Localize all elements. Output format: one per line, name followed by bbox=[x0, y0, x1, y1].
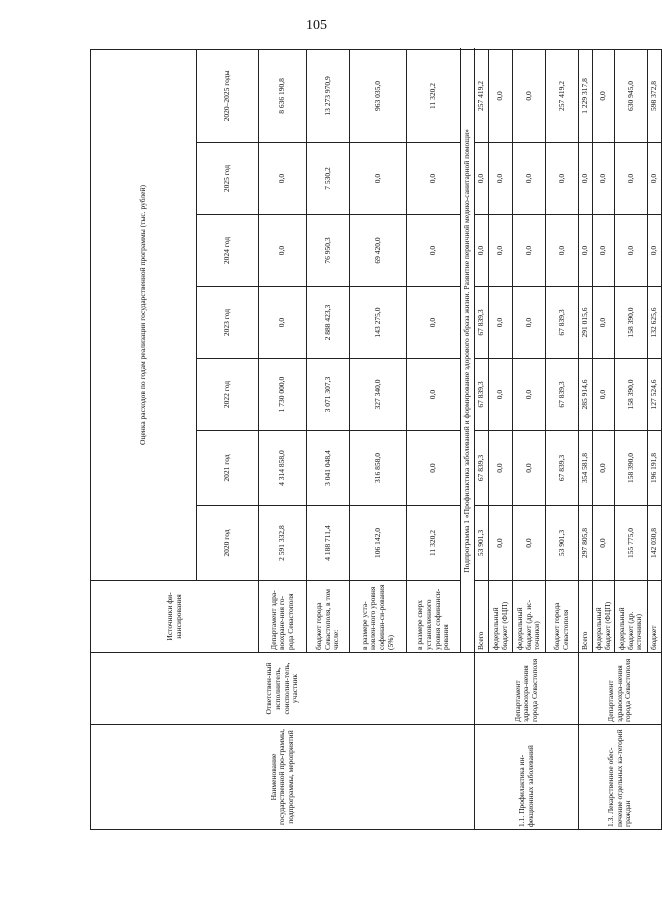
source-cell: бюджет города Севастополя bbox=[546, 581, 579, 653]
value-cell: 155 775,0 bbox=[615, 506, 648, 581]
value-cell: 0,0 bbox=[489, 431, 513, 506]
value-cell: 0,0 bbox=[546, 143, 579, 215]
value-cell: 0,0 bbox=[546, 215, 579, 287]
value-cell: 0,0 bbox=[513, 506, 546, 581]
value-cell: 0,0 bbox=[513, 287, 546, 359]
value-cell: 0,0 bbox=[648, 215, 662, 287]
header-executor: Ответствен-ный исполнитель, соисполни-тель, участник bbox=[91, 653, 475, 725]
value-cell: 0,0 bbox=[407, 143, 461, 215]
value-cell: 257 419,2 bbox=[475, 49, 489, 142]
value-cell: 11 320,2 bbox=[407, 506, 461, 581]
value-cell: 4 314 858,0 bbox=[259, 431, 307, 506]
value-cell: 0,0 bbox=[259, 143, 307, 215]
header-year-total: 2020–2025 годы bbox=[197, 49, 259, 142]
value-cell: 0,0 bbox=[407, 431, 461, 506]
value-cell: 0,0 bbox=[489, 506, 513, 581]
table-row bbox=[579, 49, 593, 829]
value-cell: 0,0 bbox=[475, 143, 489, 215]
value-cell: 0,0 bbox=[407, 215, 461, 287]
value-cell: 69 420,0 bbox=[350, 215, 407, 287]
source-cell: бюджет bbox=[648, 581, 662, 653]
source-cell: федеральный бюджет (др. ис-точники) bbox=[513, 581, 546, 653]
header-year-2024: 2024 год bbox=[197, 215, 259, 287]
value-cell: 4 188 711,4 bbox=[307, 506, 350, 581]
value-cell: 0,0 bbox=[593, 287, 615, 359]
source-cell: бюджет города Севастополя, в том числе: bbox=[307, 581, 350, 653]
value-cell: 53 901,3 bbox=[546, 506, 579, 581]
header-name: Наименование государственной про-граммы, подпрограммы, мероприятий bbox=[91, 725, 475, 830]
value-cell: 0,0 bbox=[489, 143, 513, 215]
value-cell: 132 625,6 bbox=[648, 287, 662, 359]
value-cell: 0,0 bbox=[513, 49, 546, 142]
value-cell: 76 950,3 bbox=[307, 215, 350, 287]
value-cell: 67 839,3 bbox=[546, 287, 579, 359]
source-cell: федеральный бюджет (ФЦП) bbox=[593, 581, 615, 653]
value-cell: 1 730 000,0 bbox=[259, 359, 307, 431]
source-cell: Всего bbox=[579, 581, 593, 653]
table-row bbox=[475, 49, 489, 829]
value-cell: 127 524,6 bbox=[648, 359, 662, 431]
value-cell: 53 901,3 bbox=[475, 506, 489, 581]
value-cell: 0,0 bbox=[513, 431, 546, 506]
value-cell: 2 888 423,3 bbox=[307, 287, 350, 359]
value-cell: 3 071 307,3 bbox=[307, 359, 350, 431]
value-cell: 291 015,6 bbox=[579, 287, 593, 359]
source-cell: Всего bbox=[475, 581, 489, 653]
value-cell: 0,0 bbox=[350, 143, 407, 215]
value-cell: 106 142,0 bbox=[350, 506, 407, 581]
page-number: 105 bbox=[306, 18, 327, 33]
source-cell: федеральный бюджет (ФЦП) bbox=[489, 581, 513, 653]
value-cell: 0,0 bbox=[513, 215, 546, 287]
value-cell: 158 390,0 bbox=[615, 359, 648, 431]
value-cell: 354 581,8 bbox=[579, 431, 593, 506]
value-cell: 0,0 bbox=[593, 359, 615, 431]
value-cell: 67 839,3 bbox=[475, 431, 489, 506]
header-year-2021: 2021 год bbox=[197, 431, 259, 506]
value-cell: 158 390,0 bbox=[615, 431, 648, 506]
value-cell: 0,0 bbox=[489, 49, 513, 142]
value-cell: 963 035,0 bbox=[350, 49, 407, 142]
value-cell: 3 041 048,4 bbox=[307, 431, 350, 506]
measure-executor: Департамент здравоохра-нения города Севастополя bbox=[475, 653, 579, 725]
value-cell: 0,0 bbox=[593, 506, 615, 581]
value-cell: 0,0 bbox=[615, 143, 648, 215]
value-cell: 327 340,0 bbox=[350, 359, 407, 431]
value-cell: 13 273 970,9 bbox=[307, 49, 350, 142]
value-cell: 1 229 317,8 bbox=[579, 49, 593, 142]
value-cell: 67 839,3 bbox=[546, 359, 579, 431]
header-year-2020: 2020 год bbox=[197, 506, 259, 581]
value-cell: 67 839,3 bbox=[475, 359, 489, 431]
subprogram-title: Подпрограмма 1 «Профилактика заболеваний и формирование здорового образа жизни. Развитие первичной медико-санитарной помощи» bbox=[461, 49, 475, 652]
value-cell: 11 320,2 bbox=[407, 49, 461, 142]
value-cell: 143 275,0 bbox=[350, 287, 407, 359]
value-cell: 297 805,8 bbox=[579, 506, 593, 581]
value-cell: 7 530,2 bbox=[307, 143, 350, 215]
value-cell: 0,0 bbox=[475, 215, 489, 287]
value-cell: 257 419,2 bbox=[546, 49, 579, 142]
value-cell: 0,0 bbox=[593, 49, 615, 142]
value-cell: 0,0 bbox=[259, 215, 307, 287]
header-source: Источники фи-нансирования bbox=[91, 581, 259, 653]
value-cell: 0,0 bbox=[593, 143, 615, 215]
header-year-2023: 2023 год bbox=[197, 287, 259, 359]
value-cell: 0,0 bbox=[489, 287, 513, 359]
value-cell: 0,0 bbox=[259, 287, 307, 359]
value-cell: 0,0 bbox=[513, 143, 546, 215]
value-cell: 158 390,0 bbox=[615, 287, 648, 359]
value-cell: 0,0 bbox=[489, 215, 513, 287]
budget-table bbox=[90, 49, 662, 830]
value-cell: 598 372,8 bbox=[648, 49, 662, 142]
value-cell: 630 945,0 bbox=[615, 49, 648, 142]
value-cell: 0,0 bbox=[593, 431, 615, 506]
rotated-table-wrapper bbox=[90, 50, 659, 830]
value-cell: 0,0 bbox=[648, 143, 662, 215]
value-cell: 0,0 bbox=[593, 215, 615, 287]
value-cell: 0,0 bbox=[489, 359, 513, 431]
measure-name: 1.1. Профилактика ин-фекционных заболеваний bbox=[475, 725, 579, 830]
value-cell: 0,0 bbox=[615, 215, 648, 287]
source-cell: Департамент здра-воохране-ния го-рода Севастополя bbox=[259, 581, 307, 653]
value-cell: 67 839,3 bbox=[546, 431, 579, 506]
source-cell: в размере сверх установленного уровня софинанси-рования bbox=[407, 581, 461, 653]
header-year-2025: 2025 год bbox=[197, 143, 259, 215]
value-cell: 8 636 190,8 bbox=[259, 49, 307, 142]
value-cell: 316 858,0 bbox=[350, 431, 407, 506]
source-cell: в размере уста-новлен-ного уровня софинан-си-рования (5%) bbox=[350, 581, 407, 653]
value-cell: 0,0 bbox=[579, 143, 593, 215]
measure-executor: Департамент здравоохра-нения города Севастополя bbox=[579, 653, 662, 725]
source-cell: федеральный бюджет (др. источники) bbox=[615, 581, 648, 653]
header-year-2022: 2022 год bbox=[197, 359, 259, 431]
value-cell: 0,0 bbox=[407, 359, 461, 431]
header-estimate: Оценка расходов по годам реализации государственной программы (тыс. рублей) bbox=[91, 49, 197, 580]
value-cell: 0,0 bbox=[407, 287, 461, 359]
value-cell: 142 030,8 bbox=[648, 506, 662, 581]
value-cell: 196 191,8 bbox=[648, 431, 662, 506]
value-cell: 0,0 bbox=[579, 215, 593, 287]
value-cell: 67 839,3 bbox=[475, 287, 489, 359]
value-cell: 2 591 332,8 bbox=[259, 506, 307, 581]
measure-name: 1.3. Лекарственное обес-печение отдельных ка-тегорий граждан bbox=[579, 725, 662, 830]
value-cell: 0,0 bbox=[513, 359, 546, 431]
value-cell: 285 914,6 bbox=[579, 359, 593, 431]
